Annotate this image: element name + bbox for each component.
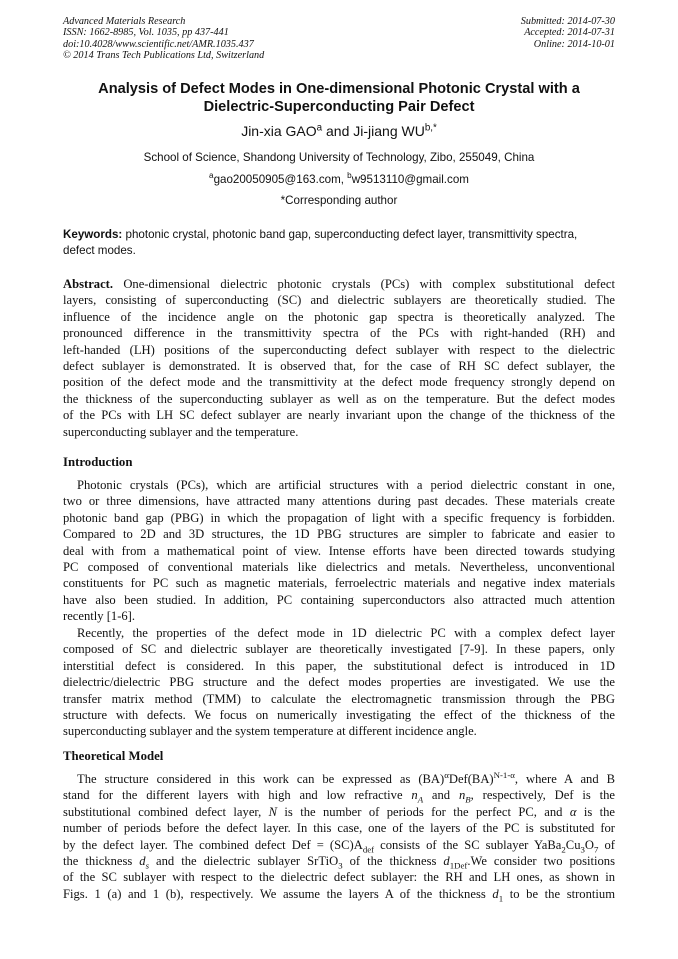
intro-line: have also been studied. In addition, PC containing superconductors also attracted much attention [63,592,615,607]
abstract-label: Abstract. [63,277,114,291]
abstract-line: of the PCs with LH SC defect sublayer are nearly invariant upon the change of the thickness of the [63,408,615,423]
author-1-affil: a [316,122,323,134]
theory-line: substitutional combined defect layer, N is the number of periods for the perfect PC, and α is the [63,804,616,819]
journal-doi: doi:10.4028/www.scientific.net/AMR.1035.437 [63,38,254,50]
theory-line: stand for the different layers with high and low refractive $n_A$ and $n_B$, respectively, Def is the [63,788,616,805]
title-line-1: Analysis of Defect Modes in One-dimensional Photonic Crystal with a [98,81,580,97]
intro-line: two or three dimensions, have attracted many attentions during past decades. These materials create [63,494,615,509]
author-2: Ji-jiang WU [353,123,425,139]
abstract-line: Abstract. One-dimensional dielectric photonic crystals (PCs) with complex substitutional defect [63,277,615,291]
keywords-label: Keywords: [63,228,123,241]
emails [40,172,638,187]
abstract-line: the thickness of the superconducting sublayer as well as on the temperature. But the defect modes [63,391,615,406]
abstract-line: influence of the incidence angle on the photonic gap spectra is theoretically analyzed. The [63,309,615,324]
email-b-mark: b [347,171,352,181]
intro-line: composed of SC and dielectric sublayer are theoretically investigated [7-9]. In these papers, only [63,642,615,657]
abstract-line: pronounced difference in the transmittivity spectra of the PCs with right-handed (RH) and [63,326,615,341]
abstract [63,276,615,440]
intro-line: constituents for PC such as magnetic materials, ferroelectric materials and negative index materials [63,576,615,591]
abstract-line: left-handed (LH) positions of the superconducting defect sublayer with respect to the dielectric [63,342,615,357]
introduction-para-1 [63,477,615,625]
authors-and: and [322,123,354,139]
theory-para [63,771,615,902]
intro-line: dielectric/dielectric PBG structure and the defect modes properties are investigated. We use the [63,675,615,690]
intro-line: Photonic crystals (PCs), which are artificial structures with a period dielectric constant in one, [77,478,615,492]
accepted-date: Accepted: 2014-07-31 [524,27,615,39]
theory-line: the thickness $d_s$ and the dielectric sublayer SrTiO$_3$ of the thickness $d_{1Def}.We$ consider two positions [63,854,615,871]
intro-line: Compared to 2D and 3D structures, the 1D PBG structures are simpler to fabricate and easier to [63,527,615,542]
keywords-line-1: photonic crystal, photonic band gap, superconducting defect layer, transmittivity spectra, [122,228,578,241]
abstract-line: superconducting sublayer and the temperature. [63,424,299,439]
intro-line: PC composed of conventional materials like dielectrics and metals. Nevertheless, unconventional [63,560,615,575]
abstract-line: layers, consisting of superconducting (SC) and dielectric sublayers are theoretically studied. The [63,293,615,308]
theory-heading: Theoretical Model [63,749,164,763]
journal-copyright: © 2014 Trans Tech Publications Ltd, Switzerland [63,50,265,62]
online-date: Online: 2014-10-01 [533,38,615,50]
abstract-line: defect sublayer is demonstrated. It is observed that, for the case of RH SC defect sublayer, the [63,359,615,374]
intro-line: Recently, the properties of the defect mode in 1D dielectric PC with a complex defect layer [77,626,615,640]
keywords-line-2: defect modes. [63,244,136,257]
intro-line: superconducting sublayer and the system temperature at different incidence angle. [63,724,477,739]
intro-line: deal with from a mathematical point of view. Intense efforts have been directed towards studying [63,543,615,558]
submitted-date: Submitted: 2014-07-30 [520,16,615,27]
affiliation: School of Science, Shandong University of Technology, Zibo, 255049, China [143,151,535,164]
email-a-mark: a [209,171,214,181]
theory-line: by the defect layer. The combined defect Def = $(SC)A_{def}$ consists of the SC sublayer $YaBa_2Cu_3O_7$ of [63,837,616,855]
intro-line: photonic band gap (PBG) in which the propagation of light with a specific frequency is forbidden. [63,510,615,525]
intro-line: recently [1-6]. [63,609,136,624]
email-a: gao20050905@163.com, [213,173,348,186]
author-2-affil: b,* [424,122,437,134]
title-line-2: Dielectric-Superconducting Pair Defect [203,99,475,115]
intro-line: transfer matrix method (TMM) to calculate the electromagnetic transmission through the PBG [63,691,615,706]
authors [40,122,638,140]
journal-issn: ISSN: 1662-8985, Vol. 1035, pp 437-441 [63,27,229,39]
theory-line: of the SC sublayer with respect to the dielectric defect sublayer: the RH and LH ones, as shown in [63,870,615,885]
abstract-line: position of the defect mode and the transmittivity at the defect mode frequency strongly depend on [63,375,615,390]
paper-title [40,80,638,116]
theory-line: number of periods before the defect layer. In this case, one of the layers of the PC is substituted for [63,821,615,836]
introduction-heading: Introduction [63,455,133,469]
intro-line: structure with defects. We focus on numerically investigating the effect of the thickness of the [63,708,615,723]
journal-name: Advanced Materials Research [63,16,186,27]
journal-info [63,16,264,62]
theory-line: The structure considered in this work can be expressed as (BA)$^\alpha$Def(BA)$^{N-1-\alpha}$, where A and B [77,769,615,786]
intro-line: interstitial defect is considered. In this paper, the substitutional defect is introduced in 1D [63,658,615,673]
email-b: w9513110@gmail.com [351,173,469,186]
corresponding-author: *Corresponding author [280,194,398,207]
dates-info [521,16,615,50]
keywords [63,227,615,259]
theory-line: Figs. 1 (a) and 1 (b), respectively. We assume the layers A of the thickness $d_1$ to be the strontium [63,886,615,904]
introduction-para-2 [63,625,615,740]
author-1: Jin-xia GAO [241,123,317,139]
